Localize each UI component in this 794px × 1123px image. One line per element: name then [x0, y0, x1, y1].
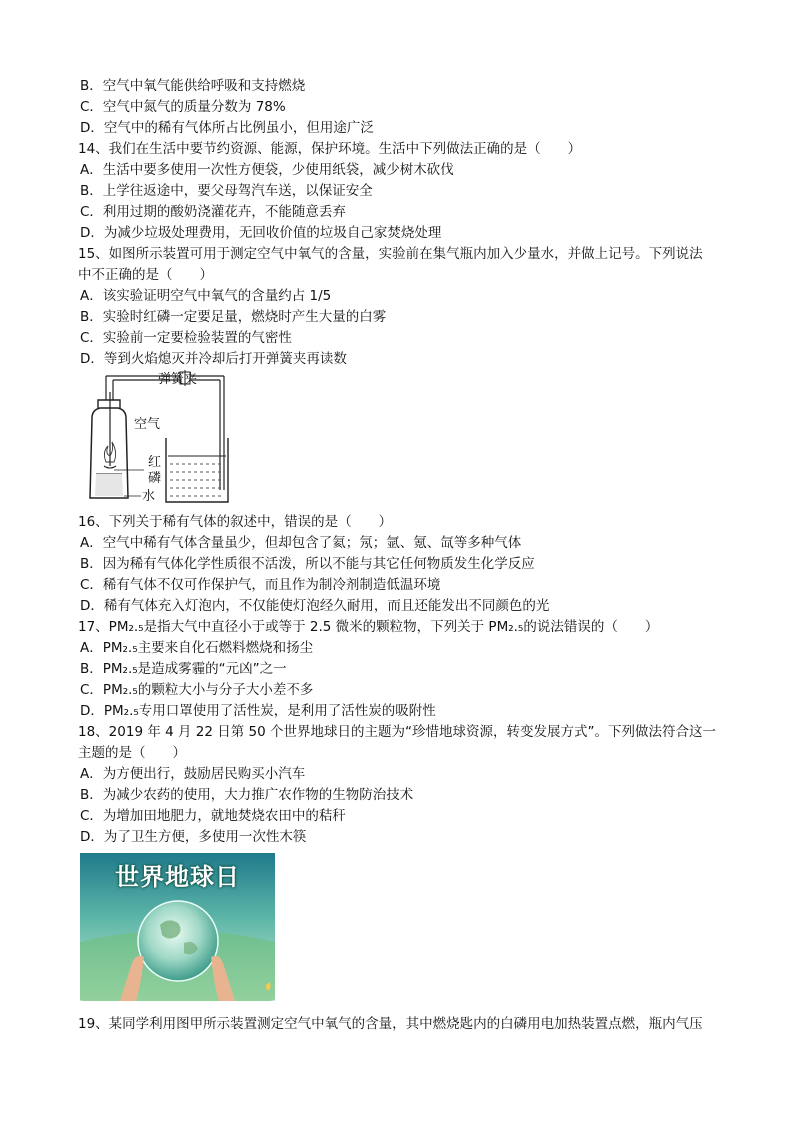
q17-option-a: A．PM₂.₅主要来自化石燃料燃烧和扬尘: [80, 640, 314, 656]
q14-option-d: D．为减少垃圾处理费用，无回收价值的垃圾自己家焚烧处理: [80, 225, 442, 241]
q18-option-c: C．为增加田地肥力，就地焚烧农田中的秸秆: [80, 808, 346, 824]
q18-option-b: B．为减少农药的使用，大力推广农作物的生物防治技术: [80, 787, 414, 803]
label-red-1: 红: [148, 455, 162, 470]
q18-stem-line2: 主题的是（ ）: [78, 745, 186, 761]
q13-option-b: B．空气中氧气能供给呼吸和支持燃烧: [80, 78, 306, 94]
q15-option-a: A．该实验证明空气中氧气的含量约占 1/5: [80, 288, 332, 304]
q17-option-c: C．PM₂.₅的颗粒大小与分子大小差不多: [80, 682, 314, 698]
earth-day-title: 世界地球日: [115, 863, 240, 891]
q15-option-c: C．实验前一定要检验装置的气密性: [80, 330, 292, 346]
q15-stem-line2: 中不正确的是（ ）: [78, 267, 213, 283]
q18-option-a: A．为方便出行，鼓励居民购买小汽车: [80, 766, 306, 782]
q16-option-d: D．稀有气体充入灯泡内，不仅能使灯泡经久耐用，而且还能发出不同颜色的光: [80, 598, 550, 614]
oxygen-measurement-apparatus-figure: [84, 370, 244, 506]
q14-option-a: A．生活中要多使用一次性方便袋，少使用纸袋，减少树木砍伐: [80, 162, 454, 178]
label-air: 空气: [134, 417, 161, 432]
q16-stem: 16、下列关于稀有气体的叙述中，错误的是（ ）: [78, 514, 393, 530]
q15-option-b: B．实验时红磷一定要足量，燃烧时产生大量的白雾: [80, 309, 387, 325]
q16-option-a: A．空气中稀有气体含量虽少，但却包含了氦；氖；氩、氪、氙等多种气体: [80, 535, 522, 551]
q19-stem-line1: 19、某同学利用图甲所示装置测定空气中氧气的含量，其中燃烧匙内的白磷用电加热装置点燃，瓶内气压: [78, 1016, 703, 1032]
q14-option-b: B．上学往返途中，要父母驾汽车送，以保证安全: [80, 183, 373, 199]
q17-option-d: D．PM₂.₅专用口罩使用了活性炭，是利用了活性炭的吸附性: [80, 703, 436, 719]
q17-stem: 17、PM₂.₅是指大气中直径小于或等于 2.5 微米的颗粒物，下列关于 PM₂.₅的说法错误的（ ）: [78, 619, 659, 635]
label-spring-clip: 弹簧夹: [158, 372, 198, 387]
q18-option-d: D．为了卫生方便，多使用一次性木筷: [80, 829, 307, 845]
q15-option-d: D．等到火焰熄灭并冷却后打开弹簧夹再读数: [80, 351, 347, 367]
q14-option-c: C．利用过期的酸奶浇灌花卉，不能随意丢弃: [80, 204, 346, 220]
q14-stem: 14、我们在生活中要节约资源、能源，保护环境。生活中下列做法正确的是（ ）: [78, 141, 582, 157]
q16-option-c: C．稀有气体不仅可作保护气，而且作为制冷剂制造低温环境: [80, 577, 441, 593]
q15-stem-line1: 15、如图所示装置可用于测定空气中氧气的含量，实验前在集气瓶内加入少量水，并做上记号。下列说法: [78, 246, 703, 262]
label-water: 水: [142, 489, 156, 504]
label-phosphorus-2: 磷: [148, 471, 162, 486]
q17-option-b: B．PM₂.₅是造成雾霾的“元凶”之一: [80, 661, 287, 677]
q18-stem-line1: 18、2019 年 4 月 22 日第 50 个世界地球日的主题为“珍惜地球资源，转变发展方式”。下列做法符合这一: [78, 724, 717, 740]
q13-option-c: C．空气中氮气的质量分数为 78%: [80, 99, 286, 115]
q16-option-b: B．因为稀有气体化学性质很不活泼，所以不能与其它任何物质发生化学反应: [80, 556, 535, 572]
q13-option-d: D．空气中的稀有气体所占比例虽小，但用途广泛: [80, 120, 374, 136]
earth-day-image: [80, 853, 275, 1001]
